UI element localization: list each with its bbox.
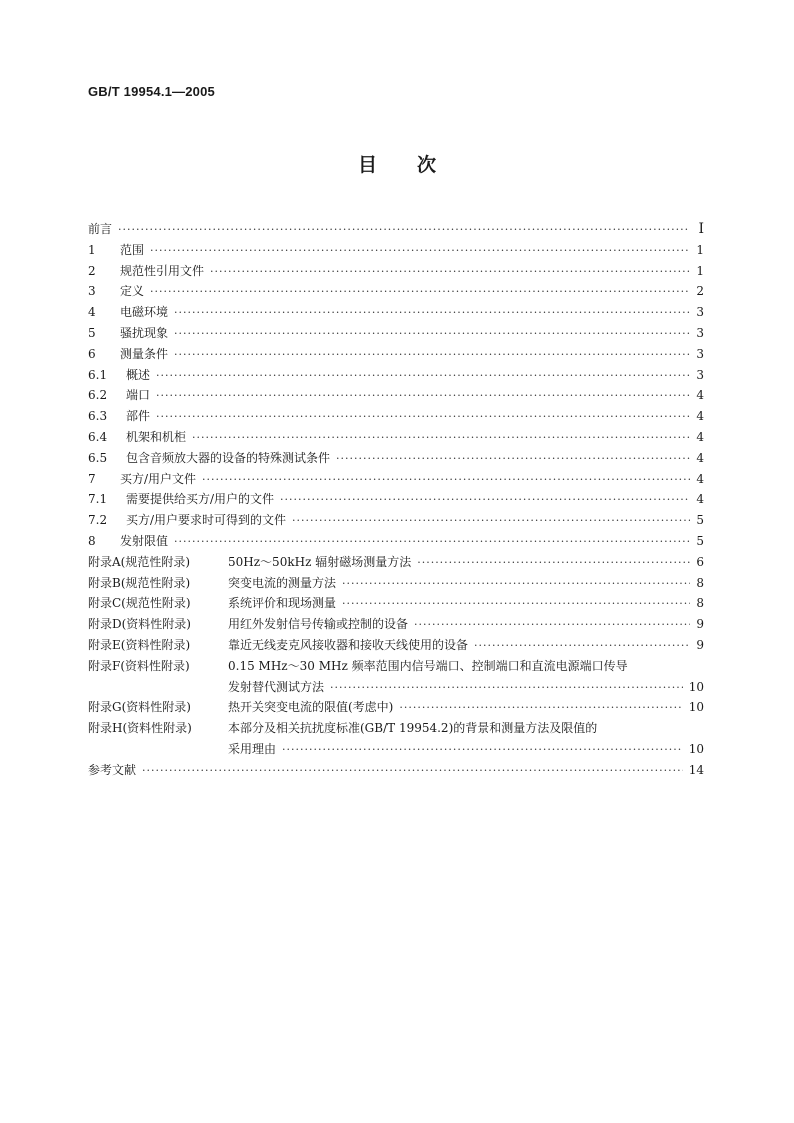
toc-entry-number: 6.1: [88, 367, 108, 382]
toc-entry-bibliography[interactable]: [88, 760, 704, 781]
toc-leader-dots: [150, 282, 690, 303]
toc-entry-text: 发射限值: [120, 533, 169, 548]
toc-entry-text: 0.15 MHz～30 MHz 频率范围内信号端口、控制端口和直流电源端口传导: [228, 658, 628, 673]
toc-entry-number: 附录C(规范性附录): [88, 596, 191, 611]
toc-page-number: 14: [688, 762, 704, 777]
toc-entry-4[interactable]: [88, 302, 704, 323]
toc-page-number: 5: [696, 533, 704, 548]
toc-entry-text-continued: 采用理由: [228, 741, 277, 756]
toc-page-number: 10: [688, 700, 704, 715]
toc-page-number: 3: [696, 346, 704, 361]
toc-entry-text: 规范性引用文件: [120, 263, 205, 278]
toc-entry-number: 附录G(资料性附录): [88, 700, 191, 715]
toc-entry-appendix-f-continued[interactable]: [88, 677, 704, 698]
toc-entry-number: 6.5: [88, 450, 108, 465]
table-of-contents: [88, 219, 704, 781]
toc-entry-appendix-h[interactable]: [88, 718, 704, 739]
toc-entry-number: 7: [88, 471, 96, 486]
toc-page-number: 9: [696, 637, 704, 652]
toc-leader-dots: [142, 761, 683, 782]
toc-page-number: 1: [696, 242, 704, 257]
toc-page-number: 2: [696, 284, 704, 299]
toc-entry-text-continued: 发射替代测试方法: [228, 679, 325, 694]
toc-leader-dots: [156, 386, 690, 407]
toc-leader-dots: [342, 594, 690, 615]
toc-leader-dots: [414, 615, 690, 636]
toc-leader-dots: [174, 345, 690, 366]
toc-entry-appendix-a[interactable]: [88, 552, 704, 573]
toc-page-number: 4: [696, 388, 704, 403]
toc-entry-text: 骚扰现象: [120, 325, 169, 340]
toc-entry-3[interactable]: [88, 281, 704, 302]
toc-page-number: 3: [696, 305, 704, 320]
toc-leader-dots: [174, 303, 690, 324]
toc-entry-text: 50Hz～50kHz 辐射磁场测量方法: [228, 554, 412, 569]
toc-entry-appendix-d[interactable]: [88, 614, 704, 635]
toc-leader-dots: [118, 220, 690, 241]
toc-entry-appendix-e[interactable]: [88, 635, 704, 656]
toc-leader-dots: [156, 407, 690, 428]
toc-entry-number: 6: [88, 346, 96, 361]
toc-entry-6[interactable]: [88, 344, 704, 365]
toc-page-number: 1: [696, 263, 704, 278]
toc-entry-1[interactable]: [88, 240, 704, 261]
toc-entry-text: 热开关突变电流的限值(考虑中): [228, 700, 394, 715]
toc-entry-5[interactable]: [88, 323, 704, 344]
toc-entry-text: 用红外发射信号传输或控制的设备: [228, 617, 409, 632]
toc-entry-text: 端口: [126, 388, 151, 403]
toc-entry-text: 定义: [120, 284, 145, 299]
toc-entry-text: 系统评价和现场测量: [228, 596, 337, 611]
toc-entry-number: 7.1: [88, 492, 108, 507]
toc-leader-dots: [192, 428, 690, 449]
toc-leader-dots: [417, 553, 690, 574]
toc-entry-appendix-b[interactable]: [88, 573, 704, 594]
toc-entry-appendix-f[interactable]: [88, 656, 704, 677]
toc-entry-text: 测量条件: [120, 346, 169, 361]
toc-leader-dots: [336, 449, 690, 470]
toc-entry-number: 6.4: [88, 429, 108, 444]
toc-page-number: 4: [696, 450, 704, 465]
toc-entry-text: 包含音频放大器的设备的特殊测试条件: [126, 450, 331, 465]
toc-page-number: 4: [696, 409, 704, 424]
toc-entry-number: 附录B(规范性附录): [88, 575, 191, 590]
toc-leader-dots: [174, 324, 690, 345]
toc-entry-text: 买方/用户要求时可得到的文件: [126, 513, 287, 528]
toc-entry-6-5[interactable]: [88, 448, 704, 469]
toc-entry-number: 附录E(资料性附录): [88, 637, 191, 652]
toc-entry-number: 7.2: [88, 513, 108, 528]
toc-entry-appendix-c[interactable]: [88, 593, 704, 614]
toc-leader-dots: [292, 511, 690, 532]
toc-entry-text: 概述: [126, 367, 151, 382]
toc-leader-dots: [330, 678, 683, 699]
toc-entry-number: 附录D(资料性附录): [88, 617, 191, 632]
toc-leader-dots: [282, 740, 683, 761]
document-number: GB/T 19954.1—2005: [88, 84, 215, 99]
toc-entry-2[interactable]: [88, 261, 704, 282]
toc-leader-dots: [474, 636, 690, 657]
toc-entry-number: 5: [88, 325, 96, 340]
toc-entry-number: 6.3: [88, 409, 108, 424]
toc-entry-number: 8: [88, 533, 96, 548]
toc-page-number: 4: [696, 429, 704, 444]
toc-page-number: 10: [688, 679, 704, 694]
toc-entry-text: 部件: [126, 409, 151, 424]
toc-page-number: 9: [696, 617, 704, 632]
toc-entry-number: 3: [88, 284, 96, 299]
toc-entry-number: 附录F(资料性附录): [88, 658, 190, 673]
toc-entry-text: 靠近无线麦克风接收器和接收天线使用的设备: [228, 637, 469, 652]
toc-page-number: 6: [696, 554, 704, 569]
toc-entry-text: 需要提供给买方/用户的文件: [126, 492, 275, 507]
toc-entry-6-4[interactable]: [88, 427, 704, 448]
toc-leader-dots: [399, 698, 682, 719]
toc-entry-number: 附录A(规范性附录): [88, 554, 191, 569]
toc-page-number: 5: [696, 513, 704, 528]
toc-leader-dots: [210, 262, 690, 283]
toc-entry-appendix-g[interactable]: [88, 697, 704, 718]
toc-title: 目次: [357, 154, 476, 176]
toc-page-number: 8: [696, 596, 704, 611]
toc-entry-8[interactable]: [88, 531, 704, 552]
toc-entry-6-3[interactable]: [88, 406, 704, 427]
toc-leader-dots: [202, 470, 690, 491]
toc-page-number: 4: [696, 471, 704, 486]
toc-entry-7-2[interactable]: [88, 510, 704, 531]
toc-entry-text: 本部分及相关抗扰度标准(GB/T 19954.2)的背景和测量方法及限值的: [228, 721, 598, 736]
toc-leader-dots: [342, 574, 690, 595]
toc-entry-6-2[interactable]: [88, 385, 704, 406]
toc-page-number: 3: [696, 325, 704, 340]
toc-entry-number: 4: [88, 305, 96, 320]
toc-page-number: 4: [696, 492, 704, 507]
toc-leader-dots: [280, 490, 690, 511]
toc-leader-dots: [150, 241, 690, 262]
toc-entry-number: 1: [88, 242, 96, 257]
toc-entry-text: 前言: [88, 222, 113, 236]
toc-entry-foreword[interactable]: [88, 219, 704, 240]
toc-entry-number: 2: [88, 263, 96, 278]
toc-entry-text: 电磁环境: [120, 305, 169, 320]
toc-page-number: 8: [696, 575, 704, 590]
toc-entry-appendix-h-continued[interactable]: [88, 739, 704, 760]
toc-entry-text: 范围: [120, 242, 145, 257]
toc-leader-dots: [174, 532, 690, 553]
toc-entry-number: 6.2: [88, 388, 108, 403]
toc-entry-text: 突变电流的测量方法: [228, 575, 337, 590]
toc-entry-7[interactable]: [88, 469, 704, 490]
toc-entry-text: 机架和机柜: [126, 429, 187, 444]
toc-entry-text: 参考文献: [88, 762, 137, 777]
toc-page-number: 3: [696, 367, 704, 382]
toc-page-number: I: [698, 221, 704, 237]
toc-entry-number: 附录H(资料性附录): [88, 721, 192, 736]
toc-entry-6-1[interactable]: [88, 365, 704, 386]
toc-entry-text: 买方/用户文件: [120, 471, 197, 486]
toc-leader-dots: [156, 366, 690, 387]
toc-page-number: 10: [688, 741, 704, 756]
toc-entry-7-1[interactable]: [88, 489, 704, 510]
